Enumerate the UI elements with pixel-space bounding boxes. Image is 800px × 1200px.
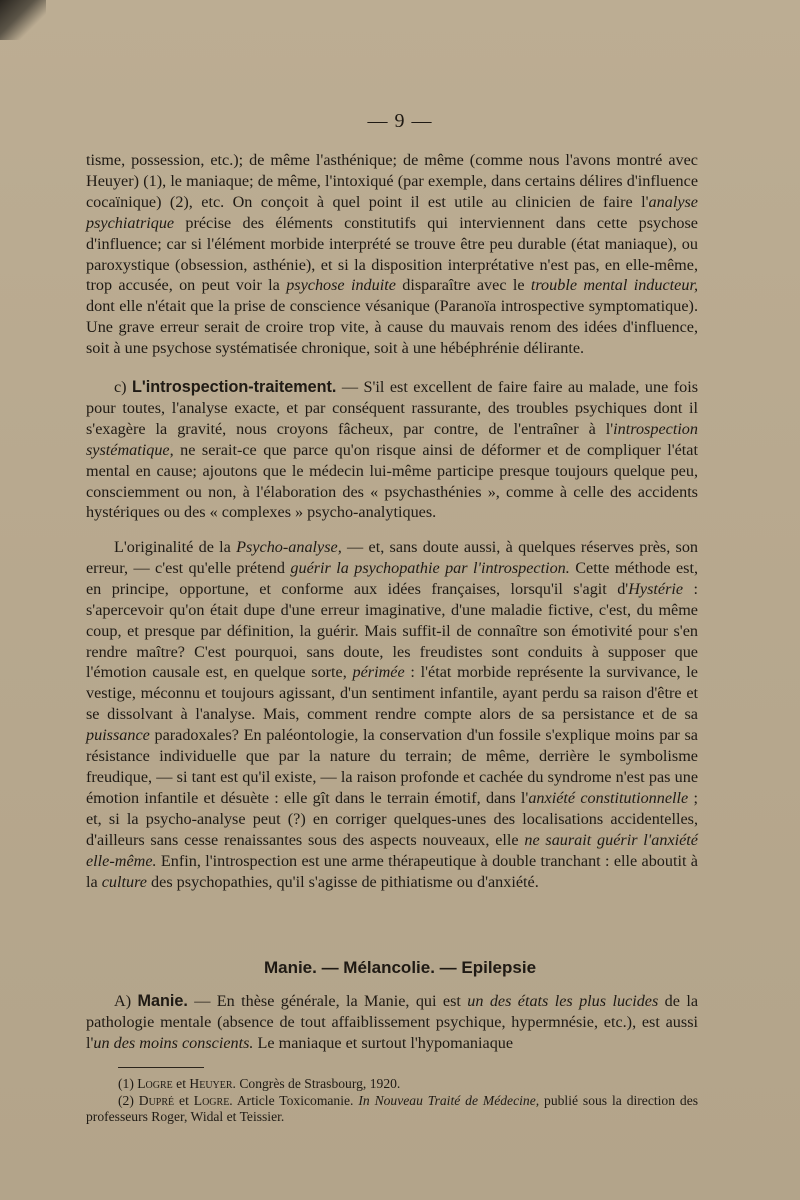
paragraph-introspection-traitement xyxy=(86,377,698,523)
italic-run: culture xyxy=(101,872,147,891)
text-run: Cette méthode est, en principe, opportune, et conforme aux idées françaises, lorsqu'il s'agit d' xyxy=(86,558,698,598)
text-run: : s'apercevoir qu'on était dupe d'une erreur imaginative, d'une maladie fictive, c'est, du même coup, et presque par définition, la guérir. Mais suffit-il de connaître son émotivité pour s'en rendre maître? C'est pourquoi, sans doute, les freudistes sont conduits à supposer que l'émotion causale est, en quelque sorte, xyxy=(86,579,698,682)
text-run: Enfin, l'introspection est une arme thérapeutique à double tranchant : elle aboutit à la xyxy=(86,851,698,891)
text-run: de la pathologie mentale (absence de tout affaiblissement psychique, hypermnésie, etc.), est aussi l' xyxy=(86,992,699,1052)
text-run: et xyxy=(174,1092,194,1108)
italic-run: trouble mental inducteur, xyxy=(530,276,698,295)
paragraph-text xyxy=(86,150,698,359)
page-corner-shadow xyxy=(0,0,46,40)
section-heading: Manie. — Mélancolie. — Epilepsie xyxy=(263,958,537,977)
text-run: : l'état morbide représente la survivance, le vestige, méconnu et toujours agissant, d'un sentiment infantile, ayant perdu sa raison d'être et se dissolvant à l'analyse. Mais, comment rendre compte alors de sa persistance et de sa xyxy=(86,663,698,724)
bold-run: Manie. xyxy=(137,992,188,1010)
italic-run: psychose induite xyxy=(286,276,396,295)
italic-run: anxiété constitutionnelle xyxy=(528,788,689,807)
footnote-2 xyxy=(86,1093,698,1126)
text-run: c) xyxy=(114,378,133,396)
italic-run: analyse psychiatrique xyxy=(86,192,698,232)
small-caps-run: Dupré xyxy=(138,1092,175,1108)
text-run: — et, sans doute aussi, à quelques réserves près, son erreur, — c'est qu'elle prétend xyxy=(86,538,699,577)
text-run: Le maniaque et surtout l'hypomaniaque xyxy=(253,1033,514,1052)
italic-run: In Nouveau Traité de Médecine, xyxy=(358,1092,540,1108)
small-caps-run: Logre xyxy=(137,1076,173,1091)
italic-run: ne saurait guérir l'anxiété elle-même. xyxy=(86,830,698,870)
small-caps-run: Heuyer. xyxy=(189,1076,236,1091)
text-run: ne serait-ce que parce qu'on risque ainsi de déformer et de compliquer l'état mental en cause; ajoutons que le médecin lui-même participe presque toujours quelque peu, consciemment ou non, à l'élaboration des « psychasthénies », comme à celle des accidents hystériques ou des « complexes » psycho-analytiques. xyxy=(86,440,698,522)
text-run: tisme, possession, etc.); de même l'asthénique; de même (comme nous l'avons montré avec Heuyer) (1), le maniaque; de même, l'intoxiqué (par exemple, dans certains délires d'influence cocaïnique) (2), etc. On conçoit à quel point il est utile au clinicien de faire l' xyxy=(86,151,698,211)
paragraph-manie xyxy=(86,991,698,1054)
paragraph-psycho-analyse xyxy=(86,537,698,892)
text-run: — En thèse générale, la Manie, qui est xyxy=(187,992,468,1010)
footnote-1 xyxy=(86,1076,698,1093)
paragraph-text xyxy=(86,537,698,892)
page-number: — 9 — xyxy=(367,110,433,132)
paragraph-1 xyxy=(86,150,698,359)
footnotes xyxy=(86,1076,698,1126)
small-caps-run: Logre. xyxy=(193,1092,233,1108)
text-run: des psychopathies, qu'il s'agisse de pithiatisme ou d'anxiété. xyxy=(147,872,539,891)
paragraph-text xyxy=(86,991,698,1054)
italic-run: Hystérie xyxy=(628,579,684,598)
text-run: publié sous la direction des professeurs Roger, Widal et Teissier. xyxy=(86,1092,699,1124)
italic-run: puissance xyxy=(86,726,150,745)
italic-run: un des moins conscients. xyxy=(93,1033,254,1052)
text-run: et xyxy=(172,1076,190,1091)
text-run: Congrès de Strasbourg, 1920. xyxy=(235,1076,401,1091)
text-run: (1) xyxy=(118,1076,138,1091)
italic-run: Psycho-analyse, xyxy=(236,538,342,556)
text-run: — S'il est excellent de faire faire au malade, une fois pour toutes, l'analyse exacte, et par conséquent rassurante, des troubles psychiques dont il s'exagère la gravité, nous croyons fâcheux, par contre, de l'entraîner à l' xyxy=(86,378,698,438)
text-run: dont elle n'était que la prise de conscience vésanique (Paranoïa introspective symptomatique). Une grave erreur serait de croire trop vite, à cause du mauvais renom des idées d'influence, soit à une psychose systématisée chronique, soit à une hébéphrénie délirante. xyxy=(86,297,698,358)
italic-run: un des états les plus lucides xyxy=(467,992,659,1010)
paragraph-text xyxy=(86,377,698,523)
text-run: L'originalité de la xyxy=(114,538,237,556)
bold-run: L'introspection-traitement. xyxy=(132,378,337,396)
text-run: Article Toxicomanie. xyxy=(232,1092,359,1108)
italic-run: introspection systématique, xyxy=(86,419,698,459)
italic-run: guérir la psychopathie par l'introspection. xyxy=(290,558,570,577)
text-run: précise des éléments constitutifs qui interviennent dans cette psychose d'influence; car si l'élément morbide interprété se trouve être peu durable (état maniaque), ou paroxystique (obsession, asthénie), et si la disposition interprétative n'est pas, en elle-même, trop accusée, on peut voir la xyxy=(86,213,698,295)
text-run: ; et, si la psycho-analyse peut (?) en corriger quelques-unes des localisations accidentelles, d'ailleurs sans cesse renaissantes sous des aspects nouveaux, elle xyxy=(86,788,698,849)
text-run: A) xyxy=(114,992,138,1010)
text-run: disparaître avec le xyxy=(395,276,531,295)
footnote-divider xyxy=(118,1067,204,1068)
italic-run: périmée xyxy=(352,663,405,682)
text-run: (2) xyxy=(118,1092,139,1108)
text-run: paradoxales? En paléontologie, la conservation d'un fossile s'explique moins par sa résistance individuelle que par la nature du terrain; de même, derrière le symbolisme freudique, — si tant est qu'il existe, — la raison profonde et cachée du syndrome n'est pas une émotion infantile et désuète : elle gît dans le terrain émotif, dans l' xyxy=(86,726,698,807)
